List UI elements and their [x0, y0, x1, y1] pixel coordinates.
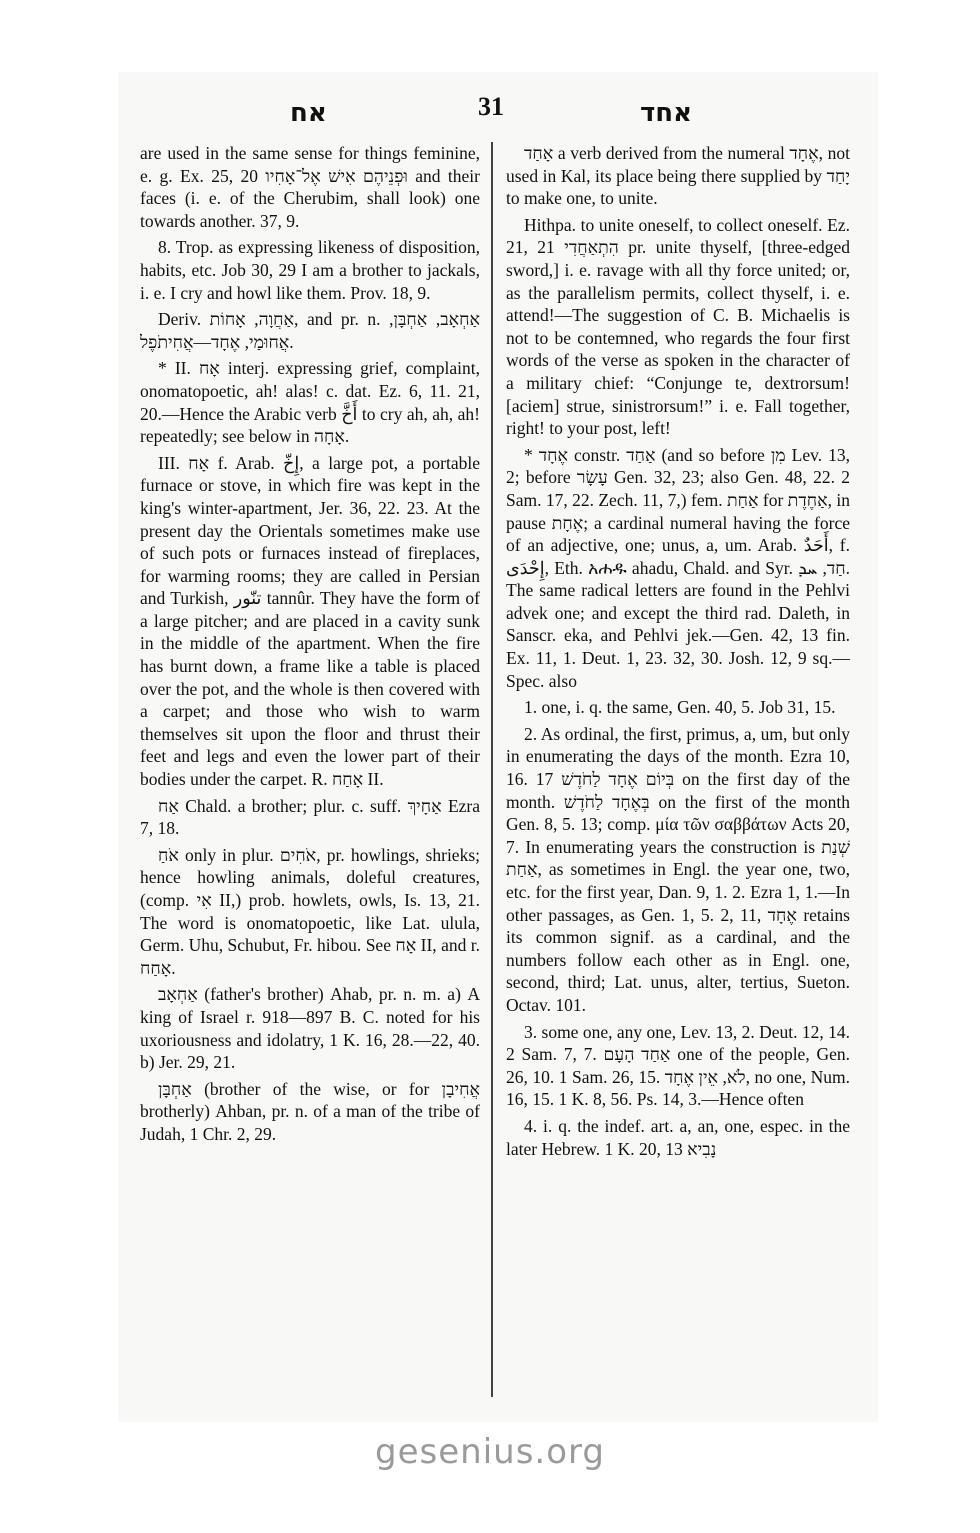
entry-paragraph: אַח Chald. a brother; plur. c. suff. אַחָיךְ Ezra 7, 18.	[140, 795, 480, 839]
entry-paragraph: * II. אָח interj. expressing grief, complaint, onomatopoetic, ah! alas! c. dat. Ez. 6, 11. 21, 20.—Hence the Arabic verb أَخَّ to cry ah, ah, ah! repeatedly; see below in אָחָה.	[140, 358, 481, 447]
entry-paragraph: אַחְבָּן (brother of the wise, or for אֲחִיבָן brotherly) Ahban, pr. n. of a man of the tribe of Judah, 1 Chr. 2, 29.	[140, 1078, 480, 1144]
entry-paragraph: אֹחַ only in plur. אֹחִים, pr. howlings, shrieks; hence howling animals, doleful creatures, (comp. אִי II,) prob. howlets, owls, Is. 13, 21. The word is onomatopoetic, like Lat. ulula, Germ. Uhu, Schubut, Fr. hibou. See אָח II, and r. אָחַח.	[140, 844, 480, 978]
site-watermark: gesenius.org	[375, 1432, 605, 1472]
entry-paragraph: are used in the same sense for things feminine, e. g. Ex. 25, 20 וּפְנֵיהֶם אִישׁ אֶל־אָחִיו and their faces (i. e. of the Cherubim, shall look) one towards another. 37, 9.	[140, 143, 480, 231]
entry-paragraph: Hithpa. to unite oneself, to collect oneself. Ez. 21, 21 הִתְאַחֲדִי pr. unite thyself, [three-edged sword,] i. e. ravage with all thy force united; or, as the parallelism permits, collect thyself, i. e. attend!—The suggestion of C. B. Michaelis is not to be contemned, who regards the four first words of the verse as spoken in the character of a military chief: “Conjunge te, dextrorsum! [aciem] strue, sinistrorsum!” i. e. Fall together, right! to your post, left!	[506, 214, 850, 439]
entry-paragraph: 4. i. q. the indef. art. a, an, one, espec. in the later Hebrew. 1 K. 20, 13 נָבִיא	[506, 1115, 850, 1159]
header-right-word: אחד	[640, 98, 693, 128]
page-number: 31	[478, 92, 504, 121]
entry-paragraph: אָחַד a verb derived from the numeral אֶחָד, not used in Kal, its place being there supplied by יָחַד to make one, to unite.	[506, 143, 850, 209]
page-header	[0, 92, 980, 132]
entry-paragraph: 3. some one, any one, Lev. 13, 2. Deut. 12, 14. 2 Sam. 7, 7. אַחַד הָעָם one of the people, Gen. 26, 10. 1 Sam. 26, 15. לֹא, אֵין אֶחָד, no one, Num. 16, 15. 1 K. 8, 56. Ps. 14, 3.—Hence often	[506, 1021, 850, 1110]
right-column	[506, 142, 850, 1164]
column-divider	[491, 142, 493, 1397]
entry-paragraph: III. אָח f. Arab. إِخّ, a large pot, a portable furnace or stove, in which fire was kept in the king's winter-apartment, Jer. 36, 22. 23. At the present day the Orientals sometimes make use of such pots or furnaces instead of fireplaces, for warming rooms; they are called in Persian and Turkish, تنّور tannûr. They have the form of a large pitcher; and are placed in a cavity sunk in the middle of the apartment. When the fire has burnt down, a frame like a table is placed over the pot, and the whole is then covered with a carpet; and those who wish to warm themselves sit upon the floor and thrust their feet and legs and even the lower part of their bodies under the carpet. R. אָחַח II.	[140, 452, 480, 790]
entry-paragraph: Deriv. אַחֲוָה, אָחוֹת, and pr. n. אַחְאָב, אַחְבָּן, אֲחוּמַי, אֶחָד—אֲחִיתֹפֶל.	[140, 309, 480, 352]
left-column	[140, 142, 480, 1150]
header-left-word: אח	[290, 98, 327, 128]
entry-paragraph: 1. one, i. q. the same, Gen. 40, 5. Job 31, 15.	[524, 697, 836, 718]
entry-paragraph: * אֶחָד constr. אַחַד (and so before מִן Lev. 13, 2; before עָשָׂר Gen. 32, 23; also Gen. 48, 22. 2 Sam. 17, 22. Zech. 11, 7,) fem. אַחַת for אַחֶדֶת, in pause אֶחָת; a cardinal numeral having the force of an adjective, one; unus, a, um. Arab. أَحَدٌ, f. إِحْدَى, Eth. አሐዱ ahadu, Chald. and Syr. חַד, ܚܕ. The same radical letters are found in the Pehlvi advek one; and except the third rad. Daleth, in Sanscr. eka, and Pehlvi jek.—Gen. 42, 13 fin. Ex. 11, 1. Deut. 1, 23. 32, 30. Josh. 12, 9 sq.—Spec. also	[506, 444, 851, 691]
entry-paragraph: אַחְאָב (father's brother) Ahab, pr. n. m. a) A king of Israel r. 918—897 B. C. noted for his uxoriousness and idolatry, 1 K. 16, 28.—22, 40. b) Jer. 29, 21.	[140, 984, 480, 1073]
entry-paragraph: 8. Trop. as expressing likeness of disposition, habits, etc. Job 30, 29 I am a brother to jackals, i. e. I cry and howl like them. Prov. 18, 9.	[140, 237, 480, 303]
entry-paragraph: 2. As ordinal, the first, primus, a, um, but only in enumerating the days of the month. Ezra 10, 16. 17 בְּיוֹם אֶחָד לַחֹדֶשׁ on the first day of the month. בְּאֶחָד לַחֹדֶשׁ on the first of the month Gen. 8, 5. 13; comp. μία τῶν σαββάτων Acts 20, 7. In enumerating years the construction is שְׁנַת אַחַת, as sometimes in Engl. the year one, two, etc. for the first year, Dan. 9, 1. 2. Ezra 1, 1.—In other passages, as Gen. 1, 5. 2, 11, אֶחָד retains its common signif. as a cardinal, and the numbers follow each other as in Engl. one, second, third; Lat. unus, alter, tertius, Sueton. Octav. 101.	[506, 723, 851, 1015]
